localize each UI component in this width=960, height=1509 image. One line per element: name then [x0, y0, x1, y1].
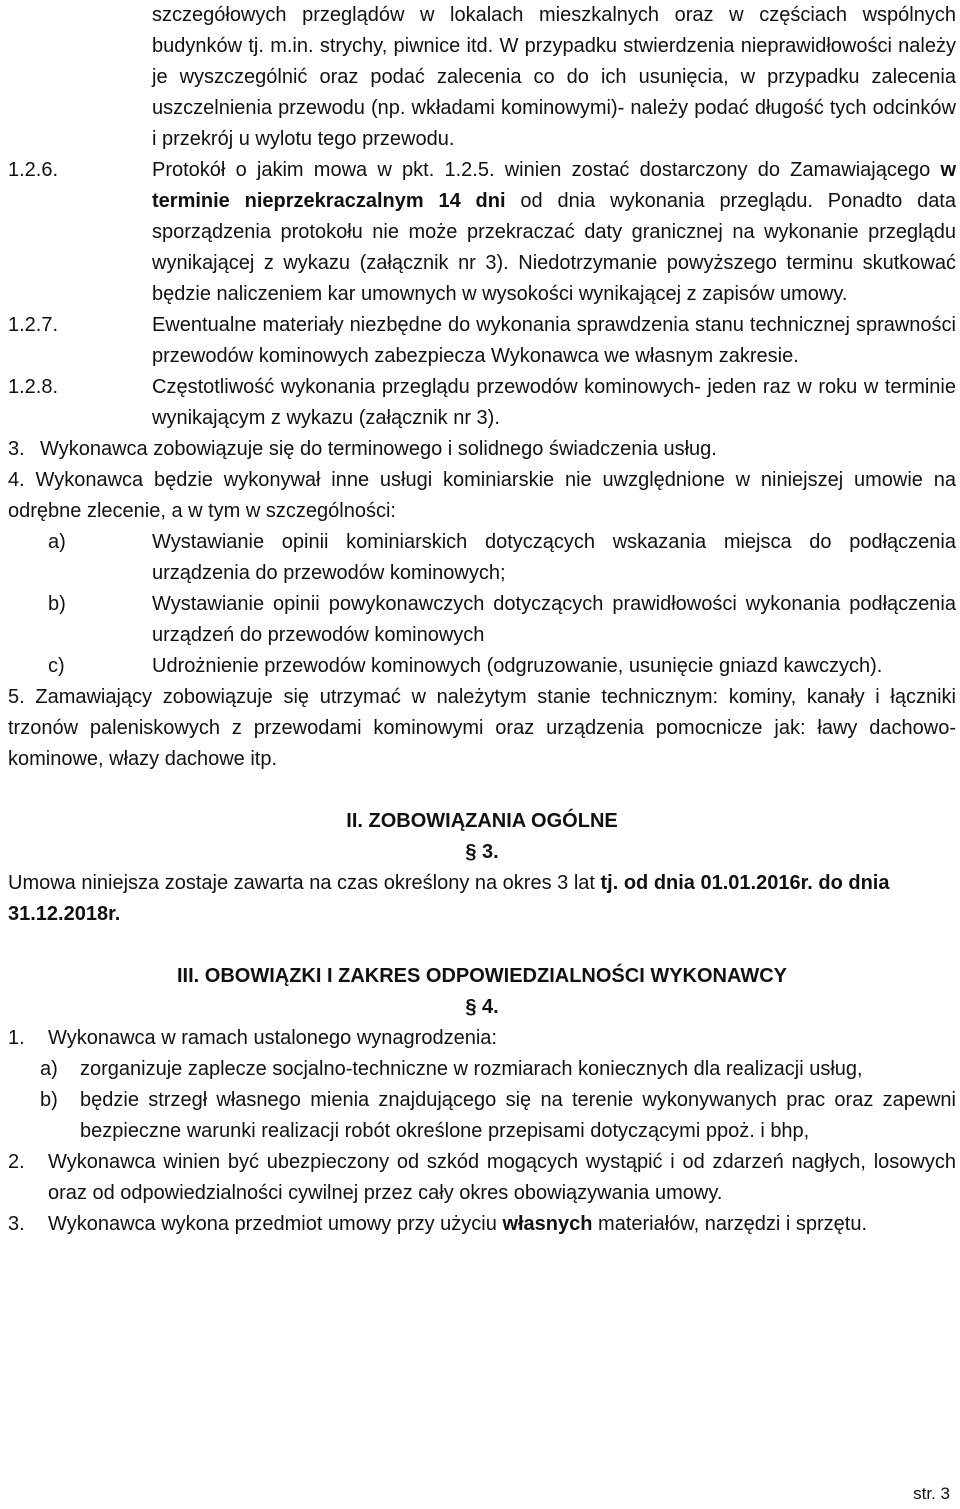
item-letter: b) [48, 593, 66, 615]
contract-dates: tj. od dnia 01.01.2016r. do dnia 31.12.2018r. [8, 872, 890, 925]
list-item-3 [0, 434, 960, 465]
item-text: Wykonawca zobowiązuje się do terminowego i solidnego świadczenia usług. [40, 438, 717, 460]
item-text: Ewentualne materiały niezbędne do wykonania sprawdzenia stanu technicznej sprawności przewodów kominowych zabezpiecza Wykonawca we własnym zakresie. [152, 314, 956, 367]
obligation-sub-b [0, 1085, 960, 1147]
section-heading-3: III. OBOWIĄZKI I ZAKRES ODPOWIEDZIALNOŚCI WYKONAWCY [177, 965, 787, 987]
item-text: Wykonawca winien być ubezpieczony od szkód mogących wystąpić i od zdarzeń nagłych, losowych oraz od odpowiedzialności cywilnej przez cały okres obowiązywania umowy. [48, 1151, 956, 1204]
item-number: 1.2.6. [8, 159, 59, 181]
item-number: 5. [8, 686, 25, 708]
item-text: zorganizuje zaplecze socjalno-techniczne w rozmiarach koniecznych dla realizacji usług, [80, 1058, 863, 1080]
list-item-4 [0, 465, 960, 527]
obligation-sub-a [0, 1054, 960, 1085]
item-text: Wystawianie opinii kominiarskich dotyczących wskazania miejsca do podłączenia urządzenia do przewodów kominowych; [152, 531, 956, 584]
list-item-5 [0, 682, 960, 775]
paragraph-number: § 3. [465, 841, 499, 863]
page-number: str. 3 [913, 1484, 950, 1503]
item-text: Wystawianie opinii powykonawczych dotyczących prawidłowości wykonania podłączenia urządzeń do przewodów kominowych [152, 593, 956, 646]
item-text: Protokół o jakim mowa w pkt. 1.2.5. winien zostać dostarczony do Zamawiającego w terminie nieprzekraczalnym 14 dni od dnia wykonania przeglądu. Ponadto data sporządzenia protokołu nie może przekraczać daty granicznej na wykonanie przeglądu wynikającej z wykazu (załącznik nr 3). Niedotrzymanie powyższego terminu skutkować będzie naliczeniem kar umownych w wysokości wynikającej z zapisów umowy. [152, 159, 956, 305]
sub-item-b [0, 589, 960, 651]
item-letter: a) [40, 1058, 58, 1080]
item-text: 4. Wykonawca będzie wykonywał inne usługi kominiarskie nie uwzględnione w niniejszej umowie na odrębne zlecenie, a w tym w szczególności: [8, 469, 957, 522]
obligation-item-1 [0, 1023, 960, 1054]
item-text: Wykonawca w ramach ustalonego wynagrodzenia: [48, 1027, 497, 1049]
item-number: 4. [8, 469, 25, 491]
item-text: Wykonawca wykona przedmiot umowy przy użyciu własnych materiałów, narzędzi i sprzętu. [48, 1213, 868, 1235]
item-text: będzie strzegł własnego mienia znajdującego się na terenie wykonywanych prac oraz zapewni bezpieczne warunki realizacji robót określone przepisami dotyczącymi ppoż. i bhp, [80, 1089, 956, 1142]
list-item-1-2-7 [0, 310, 960, 372]
item-text: Udrożnienie przewodów kominowych (odgruzowanie, usunięcie gniazd kawczych). [152, 655, 883, 677]
bold-deadline: w terminie nieprzekraczalnym 14 dni [152, 159, 956, 212]
item-number: 3. [8, 438, 25, 460]
item-text: Częstotliwość wykonania przeglądu przewodów kominowych- jeden raz w roku w terminie wynikającym z wykazu (załącznik nr 3). [152, 376, 956, 429]
item-letter: b) [40, 1089, 58, 1111]
sub-item-a [0, 527, 960, 589]
paragraph-number: § 4. [465, 996, 499, 1018]
list-item-1-2-8 [0, 372, 960, 434]
item-number: 1.2.7. [8, 314, 59, 336]
section-heading-2: II. ZOBOWIĄZANIA OGÓLNE [346, 810, 618, 832]
list-item-1-2-6 [0, 155, 960, 310]
obligation-item-3 [0, 1209, 960, 1240]
sub-item-c [0, 651, 960, 682]
item-letter: c) [48, 655, 65, 677]
item-number: 2. [8, 1151, 25, 1173]
obligation-item-2 [0, 1147, 960, 1209]
item-text: 5. Zamawiający zobowiązuje się utrzymać w należytym stanie technicznym: kominy, kanały i łączniki trzonów paleniskowych z przewodami kominowymi oraz urządzenia pomocnicze jak: ławy dachowo- kominowe, włazy dachowe itp. [8, 686, 956, 770]
continued-paragraph: szczegółowych przeglądów w lokalach mieszkalnych oraz w częściach wspólnych budynków tj. m.in. strychy, piwnice itd. W przypadku stwierdzenia nieprawidłowości należy je wyszczególnić oraz podać zalecenia co do ich usunięcia, w przypadku zalecenia uszczelnienia przewodu (np. wkładami kominowymi)- należy podać długość tych odcinków i przekrój u wylotu tego przewodu. [152, 4, 956, 150]
contract-term-text: Umowa niniejsza zostaje zawarta na czas określony na okres 3 lat tj. od dnia 01.01.2016r. do dnia 31.12.2018r. [8, 872, 890, 925]
bold-own: własnych [502, 1213, 593, 1235]
item-number: 1. [8, 1027, 25, 1049]
item-number: 3. [8, 1213, 25, 1235]
item-number: 1.2.8. [8, 376, 59, 398]
item-letter: a) [48, 531, 66, 553]
